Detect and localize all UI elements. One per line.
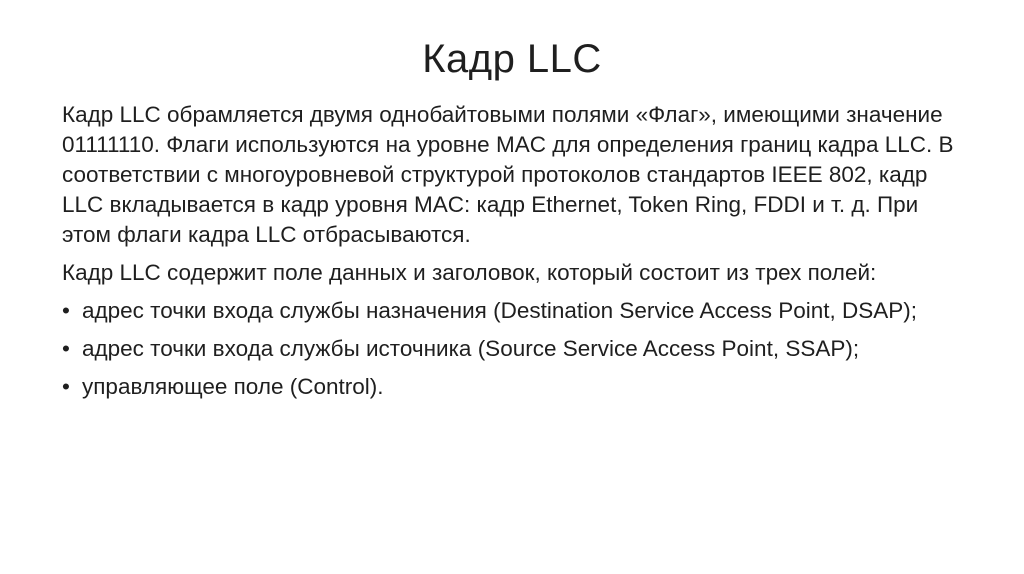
bullet-item-dsap — [62, 296, 962, 326]
bullet-icon: • — [62, 374, 70, 399]
bullet-text: адрес точки входа службы назначения (Destination Service Access Point, DSAP); — [82, 298, 918, 323]
bullet-item-control — [62, 372, 962, 402]
bullet-icon: • — [62, 336, 70, 361]
bullet-icon: • — [62, 298, 70, 323]
slide-title: Кадр LLC — [422, 37, 602, 81]
bullet-text: адрес точки входа службы источника (Source Service Access Point, SSAP); — [82, 336, 860, 361]
slide-body — [62, 100, 962, 410]
paragraph-llc-framing: Кадр LLC обрамляется двумя однобайтовыми полями «Флаг», имеющими значение 01111110. Флаги используются на уровне MAC для определения границ кадра LLC. В соответствии с многоуровневой структурой протоколов стандартов IEEE 802, кадр LLC вкладывается в кадр уровня MAC: кадр Ethernet, Token Ring, FDDI и т. д. При этом флаги кадра LLC отбрасываются. — [62, 102, 954, 247]
paragraph-llc-contents: Кадр LLC содержит поле данных и заголовок, который состоит из трех полей: — [62, 260, 877, 285]
bullet-item-ssap — [62, 334, 962, 364]
bullet-text: управляющее поле (Control). — [82, 374, 384, 399]
